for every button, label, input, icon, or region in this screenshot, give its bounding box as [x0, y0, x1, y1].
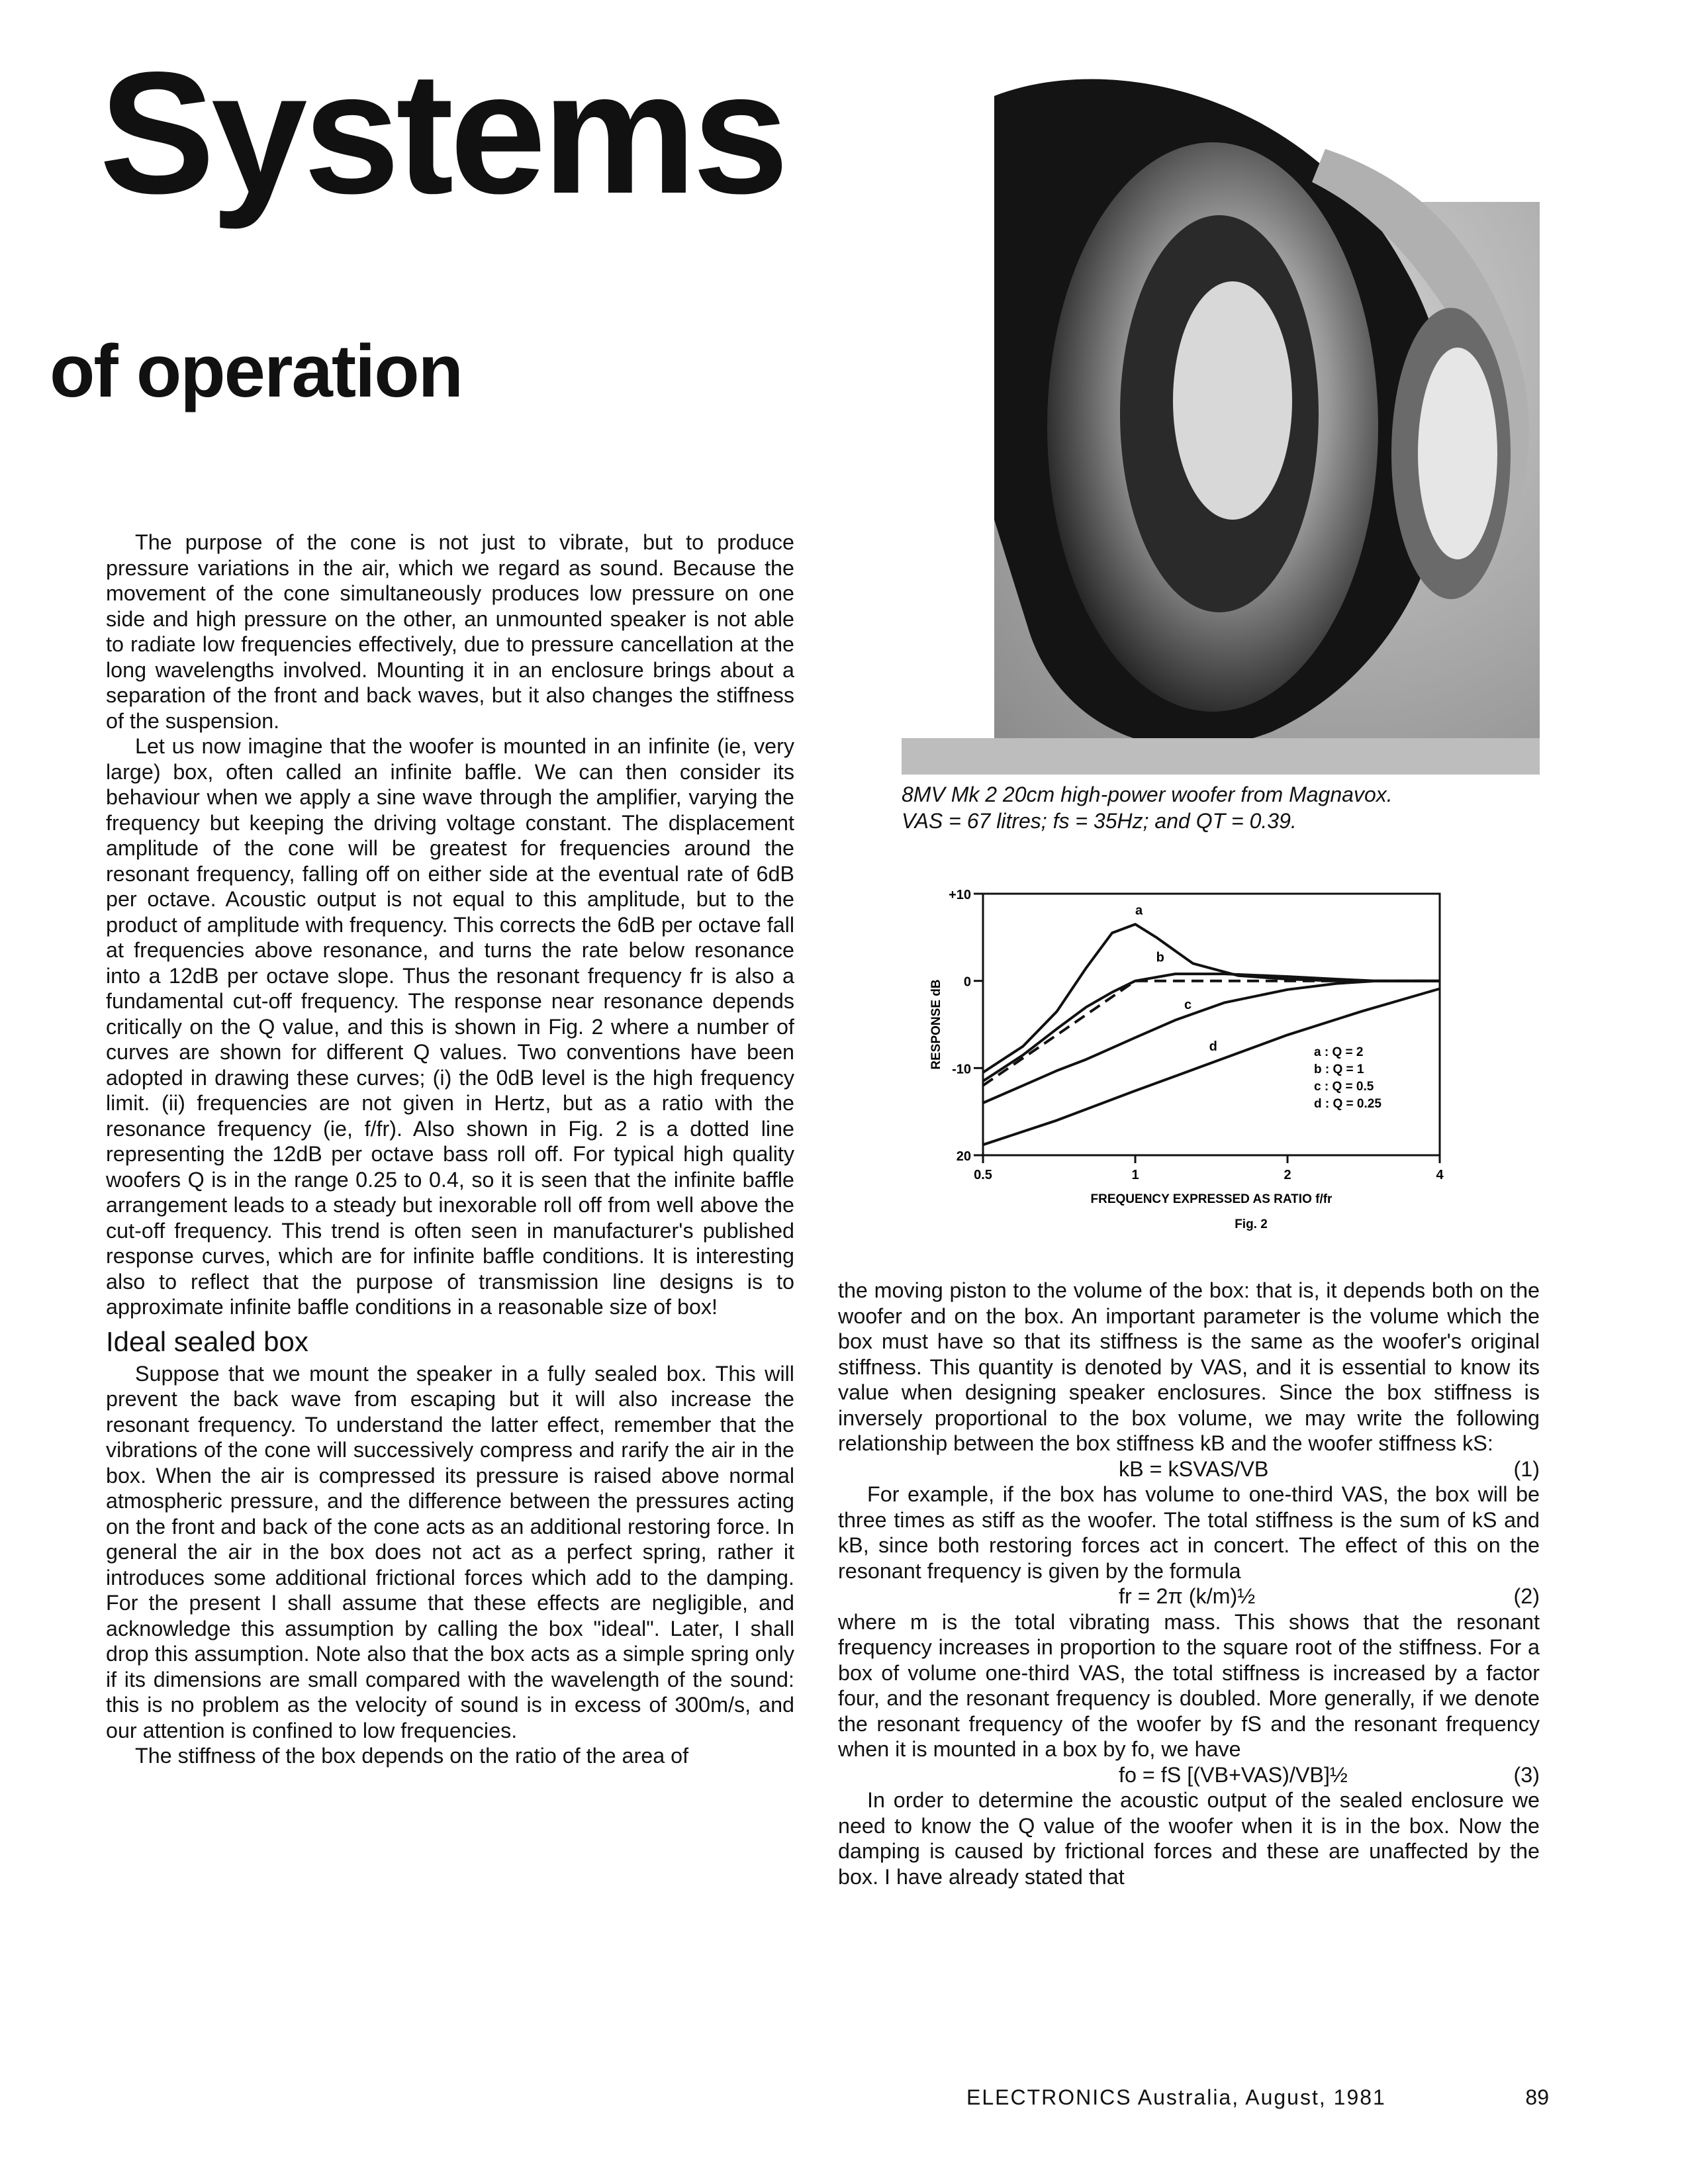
y-tick-label: 20: [956, 1149, 971, 1164]
curve-label-c: c: [1184, 997, 1192, 1012]
equation-2-number: (2): [1513, 1584, 1540, 1608]
x-tick-label: 2: [1284, 1168, 1291, 1182]
equation-3-number: (3): [1513, 1762, 1540, 1787]
page-number: 89: [1525, 2085, 1549, 2109]
page-footer: [966, 2085, 1549, 2110]
equation-1-number: (1): [1513, 1456, 1540, 1481]
paragraph: For example, if the box has volume to one-third VAS, the box will be three times as stiff as the woofer. The total stiffness is the sum of kS and kB, since both restoring forces act in concert. The effect of this on the resonant frequency is given by the formula: [838, 1482, 1540, 1583]
equation-2: [838, 1584, 1540, 1609]
response-chart: [894, 880, 1463, 1251]
caption-line-1: 8MV Mk 2 20cm high-power woofer from Magnavox.: [902, 783, 1393, 806]
paragraph: The stiffness of the box depends on the ratio of the area of: [135, 1744, 689, 1768]
article-subtitle: of operation: [50, 330, 463, 412]
x-axis-label: FREQUENCY EXPRESSED AS RATIO f/fr: [1090, 1192, 1333, 1206]
paragraph: In order to determine the acoustic output of the sealed enclosure we need to know the Q value of the woofer when it is in the box. Now the damping is caused by frictional forces and these are unaffected by the box. I have already stated that: [838, 1788, 1540, 1889]
legend-entry: c : Q = 0.5: [1314, 1079, 1374, 1094]
response-chart-svg: [894, 880, 1463, 1251]
paragraph: where m is the total vibrating mass. This shows that the resonant frequency increases in proportion to the square root of the stiffness. For a box of volume one-third VAS, the total stiffness is increased by a factor four, and the resonant frequency is doubled. More generally, if we denote the resonant frequency of the woofer by fS and the resonant frequency when it is mounted in a box by fo, we have: [838, 1609, 1540, 1761]
series-line-d: [983, 989, 1440, 1145]
y-tick-label: -10: [952, 1062, 971, 1077]
right-column: [838, 1278, 1540, 1889]
legend-entry: d : Q = 0.25: [1314, 1096, 1381, 1111]
chart-title: Fig. 2: [1235, 1217, 1268, 1231]
caption-line-2: VAS = 67 litres; fs = 35Hz; and QT = 0.39.: [902, 809, 1297, 833]
curve-label-b: b: [1156, 950, 1164, 965]
legend-entry: b : Q = 1: [1314, 1062, 1364, 1076]
paragraph: Suppose that we mount the speaker in a fully sealed box. This will prevent the back wave from escaping but it will also increase the resonant frequency. To understand the latter effect, remember that the vibrations of the cone will successively compress and rarify the air in the box. When the air is compressed its pressure is raised above normal atmospheric pressure, and the difference between the pressures acting on the front and back of the cone acts as an additional restoring force. In general the air in the box does not act as a perfect spring, rather it introduces some additional frictional forces which add to the damping. For the present I shall assume that these effects are negligible, and acknowledge this assumption by calling the box "ideal". Later, I shall drop this assumption. Note also that the box acts as a simple spring only if its dimensions are small compared with the wavelength of the sound: this is no problem as the velocity of sound is in excess of 300m/s, and our attention is confined to low frequencies.: [106, 1361, 794, 1742]
chart-frame: [983, 894, 1440, 1155]
equation-2-expression: fr = 2π (k/m)½: [1119, 1584, 1256, 1608]
paragraph: The purpose of the cone is not just to vibrate, but to produce pressure variations in the air, which we regard as sound. Because the movement of the cone simultaneously produces low pressure on one side and high pressure on the other, an unmounted speaker is not able to radiate low frequencies effectively, due to pressure cancellation at the long wavelengths involved. Mounting it in an enclosure brings about a separation of the front and back waves, but it also changes the stiffness of the suspension.: [106, 530, 794, 733]
y-tick-label: +10: [949, 888, 971, 902]
article-title: Systems: [99, 36, 785, 230]
paragraph: the moving piston to the volume of the box: that is, it depends both on the woofer and on the box. An important parameter is the volume which the box must have so that its stiffness is the same as the woofer's original stiffness. This quantity is denoted by VAS, and it is essential to know its value when designing speaker enclosures. Since the box stiffness is inversely proportional to the box volume, we may write the following relationship between the box stiffness kB and the woofer stiffness kS:: [838, 1278, 1540, 1455]
speaker-woofer-photo-icon: [902, 56, 1540, 775]
series-line-b: [983, 974, 1440, 1081]
equation-1: [838, 1456, 1540, 1482]
publication-name: ELECTRONICS Australia, August, 1981: [966, 2085, 1386, 2109]
y-axis-label: RESPONSE dB: [929, 979, 943, 1070]
legend-entry: a : Q = 2: [1314, 1045, 1364, 1059]
equation-3: [838, 1762, 1540, 1788]
y-tick-label: 0: [963, 974, 971, 990]
x-tick-label: 1: [1131, 1168, 1139, 1182]
curve-label-a: a: [1135, 903, 1143, 918]
equation-1-expression: kB = kSVAS/VB: [1119, 1456, 1269, 1481]
photo-caption: [902, 781, 1540, 834]
x-tick-label: 4: [1436, 1168, 1444, 1182]
woofer-photo: [902, 56, 1540, 775]
left-column: [106, 530, 794, 1769]
paragraph: Let us now imagine that the woofer is mounted in an infinite (ie, very large) box, often called an infinite baffle. We can then consider its behaviour when we apply a sine wave through the amplifier, varying the frequency but keeping the driving voltage constant. The displacement amplitude of the cone will be greatest for frequencies around the resonant frequency, falling off on either side at the eventual rate of 6dB per octave. Acoustic output is not equal to this amplitude, but to the product of amplitude with frequency. This corrects the 6dB per octave fall at frequencies above resonance, and turns the rate below resonance into a 12dB per octave slope. Thus the resonant frequency fr is also a fundamental cut-off frequency. The response near resonance depends critically on the Q value, and this is shown in Fig. 2 where a number of curves are shown for different Q values. Two conventions have been adopted in drawing these curves; (i) the 0dB level is the high frequency limit. (ii) frequencies are not given in Hertz, but as a ratio with the resonance frequency (ie, f/fr). Also shown in Fig. 2 is a dotted line representing the 12dB per octave bass roll off. For typical high quality woofers Q is in the range 0.25 to 0.4, so it is seen that the infinite baffle arrangement leads to a steady but inexorable roll off from well above the cut-off frequency. This trend is often seen in manufacturer's published response curves, which are for infinite baffle conditions. It is interesting also to reflect that the purpose of transmission line designs is to approximate infinite baffle conditions in a reasonable size of box!: [106, 734, 795, 1319]
section-heading: Ideal sealed box: [106, 1325, 308, 1357]
curve-label-d: d: [1209, 1039, 1217, 1054]
equation-3-expression: fo = fS [(VB+VAS)/VB]½: [1119, 1762, 1348, 1787]
x-tick-label: 0.5: [974, 1168, 992, 1182]
